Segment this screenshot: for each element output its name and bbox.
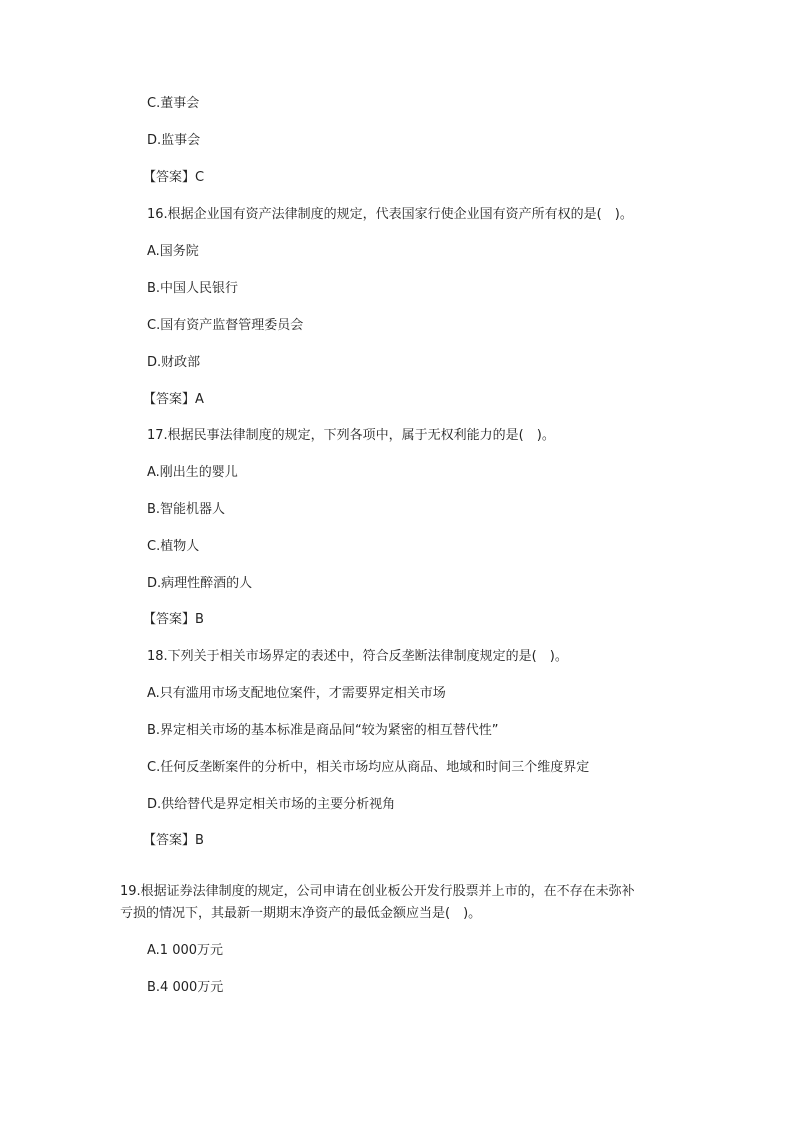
q16-option-c: C.国有资产监督管理委员会 [147,318,304,333]
q17-option-c: C.植物人 [147,539,200,554]
q16-option-b: B.中国人民银行 [147,281,239,296]
q19-stem-line-1: 19.根据证券法律制度的规定，公司申请在创业板公开发行股票并上市的，在不存在未弥补 [120,884,635,899]
q19-option-b: B.4 000万元 [147,980,224,995]
q19-option-a: A.1 000万元 [147,943,224,958]
q18-option-c: C.任何反垄断案件的分析中，相关市场均应从商品、地域和时间三个维度界定 [147,760,590,775]
q18-option-b: B.界定相关市场的基本标准是商品间“较为紧密的相互替代性” [147,723,499,738]
q17-option-b: B.智能机器人 [147,502,226,517]
q18-stem: 18.下列关于相关市场界定的表述中，符合反垄断法律制度规定的是( )。 [147,649,568,664]
q17-stem: 17.根据民事法律制度的规定，下列各项中，属于无权利能力的是( )。 [147,428,555,443]
q16-option-d: D.财政部 [147,355,201,370]
q19-stem-line-2: 亏损的情况下，其最新一期期末净资产的最低金额应当是( )。 [120,906,482,921]
q15-option-d: D.监事会 [147,133,201,148]
q17-option-d: D.病理性醉酒的人 [147,576,253,591]
q17-option-a: A.刚出生的婴儿 [147,465,238,480]
q15-option-c: C.董事会 [147,96,200,111]
q15-answer: 【答案】C [143,170,205,185]
q18-option-d: D.供给替代是界定相关市场的主要分析视角 [147,797,396,812]
q18-answer: 【答案】B [143,833,204,848]
q17-answer: 【答案】B [143,612,204,627]
q16-option-a: A.国务院 [147,244,199,259]
q18-option-a: A.只有滥用市场支配地位案件，才需要界定相关市场 [147,686,446,701]
q16-answer: 【答案】A [143,392,204,407]
q16-stem: 16.根据企业国有资产法律制度的规定，代表国家行使企业国有资产所有权的是( )。 [147,207,633,222]
